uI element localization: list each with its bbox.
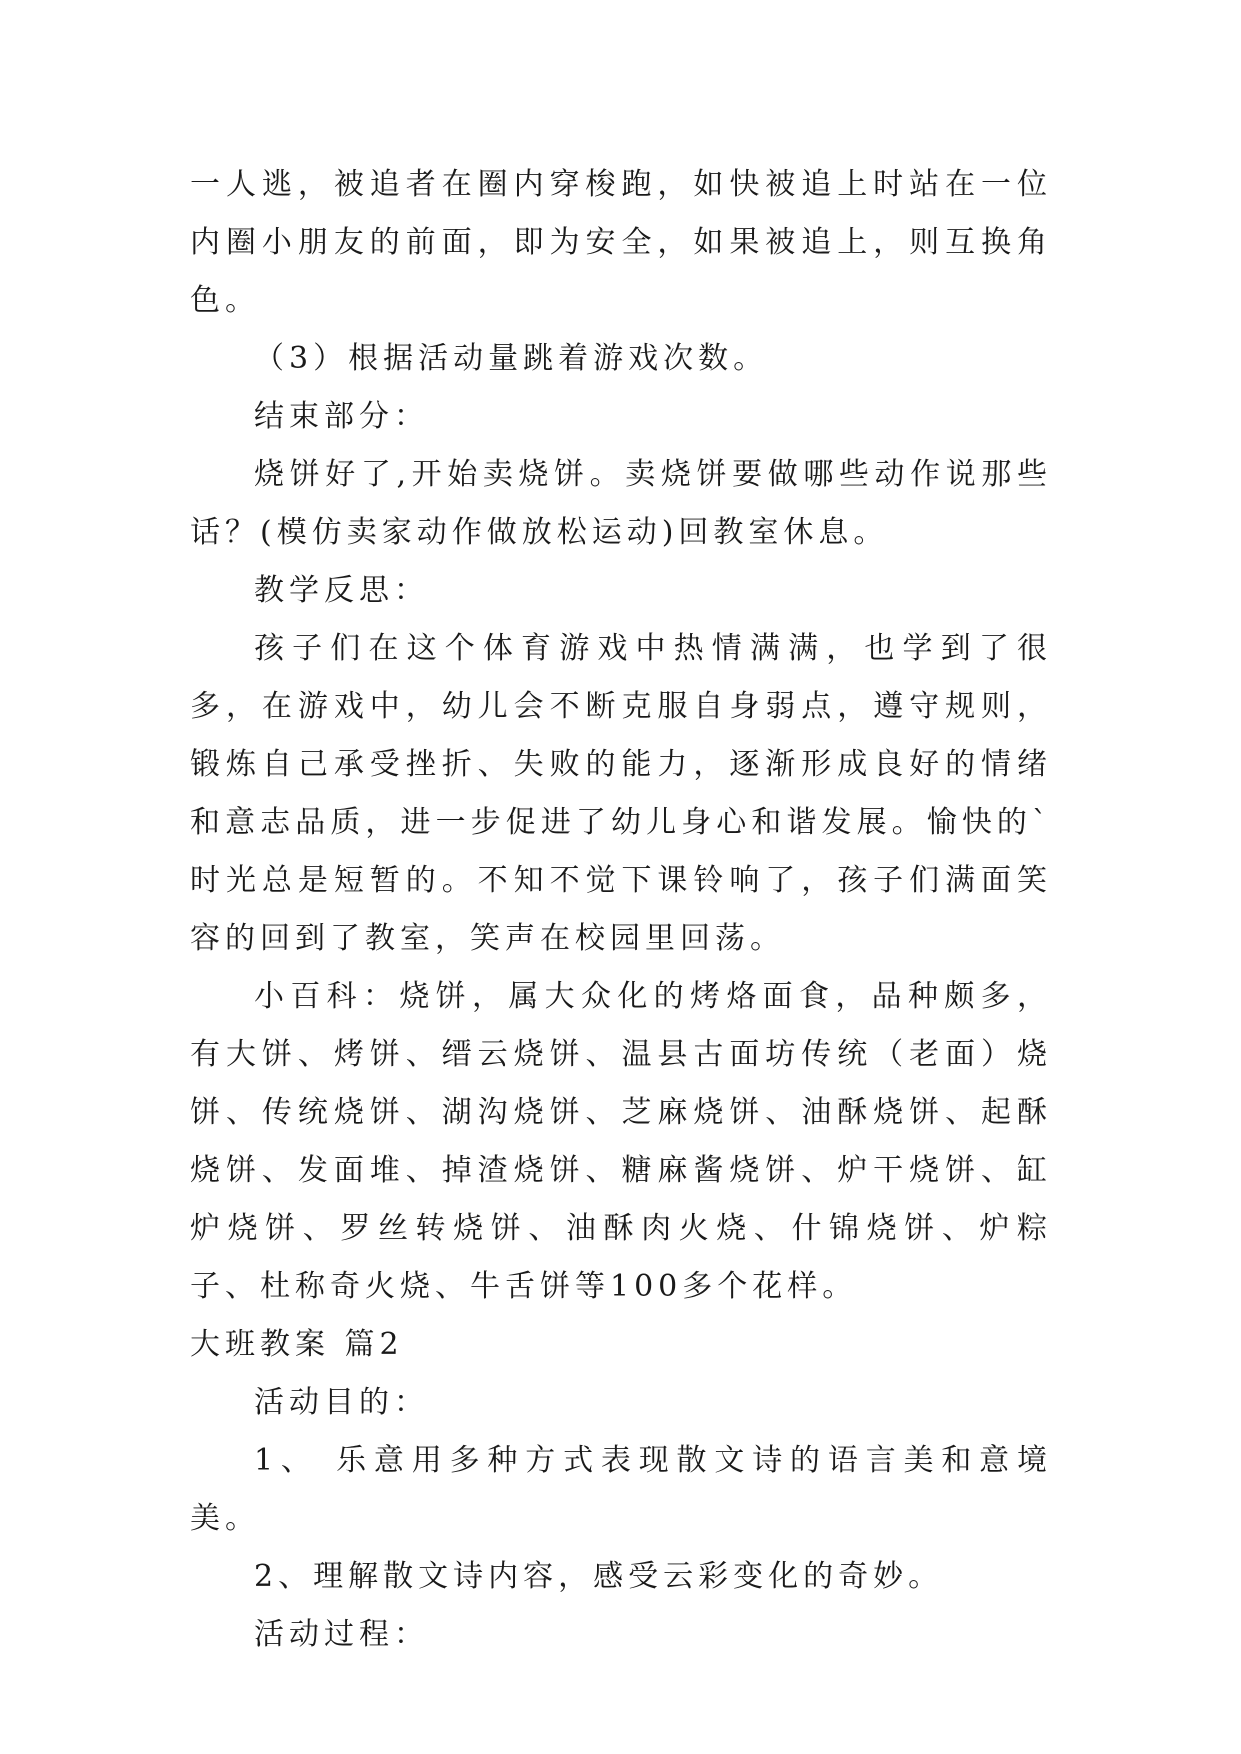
paragraph-ending-content: 烧饼好了,开始卖烧饼。卖烧饼要做哪些动作说那些话？(模仿卖家动作做放松运动)回教室休息。 [190, 457, 1052, 550]
paragraph-ending-title: 结束部分： [254, 399, 429, 434]
document-body [190, 156, 1052, 1664]
paragraph-step-3: （3）根据活动量跳着游戏次数。 [254, 341, 769, 376]
paragraph-reflection-content: 孩子们在这个体育游戏中热情满满，也学到了很多，在游戏中，幼儿会不断克服自身弱点，遵守规则，锻炼自己承受挫折、失败的能力，逐渐形成良好的情绪和意志品质，进一步促进了幼儿身心和谐发展。愉快的`时光总是短暂的。不知不觉下课铃响了，孩子们满面笑容的回到了教室，笑声在校园里回荡。 [190, 631, 1052, 956]
paragraph-game-rule: 一人逃，被追者在圈内穿梭跑，如快被追上时站在一位内圈小朋友的前面，即为安全，如果被追上，则互换角色。 [190, 167, 1052, 318]
paragraph-process-title: 活动过程： [254, 1617, 429, 1652]
paragraph-encyclopedia: 小百科：烧饼，属大众化的烤烙面食，品种颇多，有大饼、烤饼、缙云烧饼、温县古面坊传统（老面）烧饼、传统烧饼、湖沟烧饼、芝麻烧饼、油酥烧饼、起酥烧饼、发面堆、掉渣烧饼、糖麻酱烧饼、炉干烧饼、缸炉烧饼、罗丝转烧饼、油酥肉火烧、什锦烧饼、炉粽子、杜称奇火烧、牛舌饼等100多个花样。 [190, 979, 1052, 1304]
paragraph-reflection-title: 教学反思： [254, 573, 429, 608]
section-heading: 大班教案 篇2 [190, 1327, 404, 1362]
paragraph-objective-2: 2、理解散文诗内容，感受云彩变化的奇妙。 [254, 1559, 944, 1594]
paragraph-objective-title: 活动目的： [254, 1385, 429, 1420]
paragraph-objective-1: 1、 乐意用多种方式表现散文诗的语言美和意境美。 [190, 1443, 1052, 1536]
